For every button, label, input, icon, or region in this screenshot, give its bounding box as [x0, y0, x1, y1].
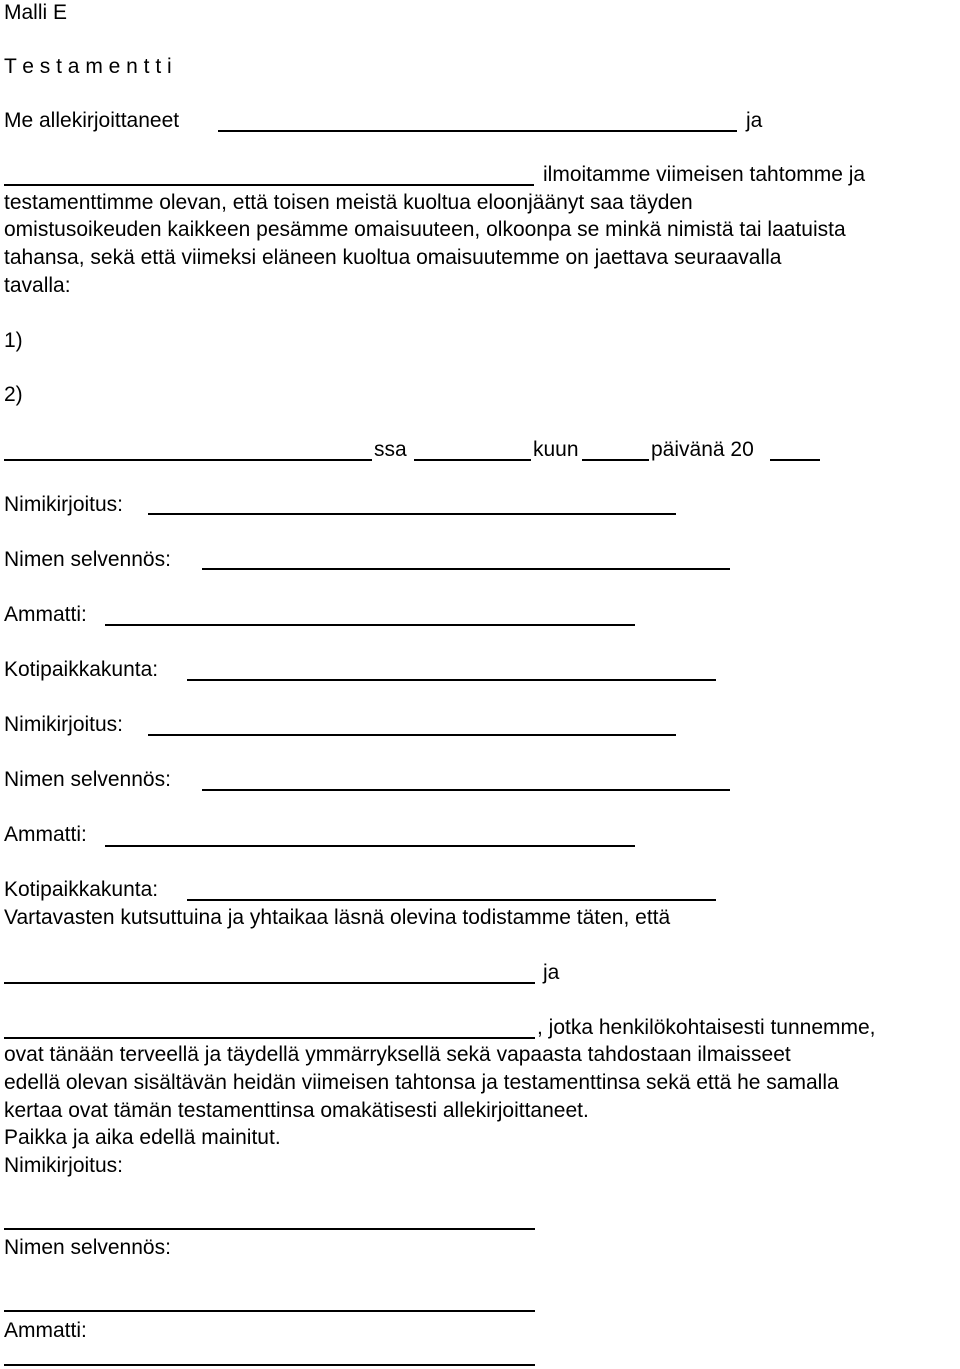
- document-title: T e s t a m e n t t i: [4, 55, 172, 78]
- testator-1-line[interactable]: [218, 130, 737, 132]
- signer-1-profession-label: Ammatti:: [4, 603, 87, 626]
- intro-line-6: tavalla:: [4, 274, 71, 297]
- witness-line-3-tail: , jotka henkilökohtaisesti tunnemme,: [537, 1016, 876, 1039]
- signer-1-signature-label: Nimikirjoitus:: [4, 493, 124, 516]
- item-1: 1): [4, 329, 23, 352]
- witness-profession-line[interactable]: [4, 1364, 535, 1366]
- witness-and: ja: [543, 961, 560, 984]
- signer-1-municipality-line[interactable]: [187, 679, 716, 681]
- testator-2-line[interactable]: [4, 184, 534, 186]
- witness-testator-2-line[interactable]: [4, 1037, 535, 1039]
- date-paivana: päivänä 20: [651, 438, 754, 461]
- date-ssa: ssa: [374, 438, 407, 461]
- intro-line-5: tahansa, sekä että viimeksi eläneen kuoltua omaisuutemme on jaettava seuraavalla: [4, 246, 782, 269]
- signer-2-signature-line[interactable]: [148, 734, 676, 736]
- signer-1-municipality-label: Kotipaikkakunta:: [4, 658, 159, 681]
- witness-signature-line[interactable]: [4, 1228, 535, 1230]
- signer-2-profession-label: Ammatti:: [4, 823, 87, 846]
- signer-2-municipality-line[interactable]: [187, 899, 716, 901]
- witness-signature-label: Nimikirjoitus:: [4, 1154, 124, 1177]
- signer-1-profession-line[interactable]: [105, 624, 635, 626]
- document-label: Malli E: [4, 1, 68, 24]
- witness-line-5: edellä olevan sisältävän heidän viimeisen tahtonsa ja testamenttinsa sekä että he samalla: [4, 1071, 839, 1094]
- signer-1-name-line[interactable]: [202, 568, 730, 570]
- witness-line-6: kertaa ovat tämän testamenttinsa omakätisesti allekirjoittaneet.: [4, 1099, 589, 1122]
- month-line[interactable]: [582, 459, 649, 461]
- intro-line-2-tail: ilmoitamme viimeisen tahtomme ja: [543, 163, 866, 186]
- signer-2-name-label: Nimen selvennös:: [4, 768, 171, 791]
- signer-2-signature-label: Nimikirjoitus:: [4, 713, 124, 736]
- witness-line-4: ovat tänään terveellä ja täydellä ymmärryksellä sekä vapaasta tahdostaan ilmaisseet: [4, 1043, 791, 1066]
- year-line[interactable]: [770, 459, 820, 461]
- intro-and: ja: [746, 109, 763, 132]
- witness-line-1: Vartavasten kutsuttuina ja yhtaikaa läsnä olevina todistamme täten, että: [4, 906, 671, 929]
- witness-name-line[interactable]: [4, 1310, 535, 1312]
- intro-line-4: omistusoikeuden kaikkeen pesämme omaisuuteen, olkoonpa se minkä nimistä tai laatuista: [4, 218, 846, 241]
- witness-testator-1-line[interactable]: [4, 982, 535, 984]
- signer-1-signature-line[interactable]: [148, 513, 676, 515]
- date-kuun: kuun: [533, 438, 579, 461]
- intro-lead: Me allekirjoittaneet: [4, 109, 180, 132]
- signer-2-profession-line[interactable]: [105, 845, 635, 847]
- signer-1-name-label: Nimen selvennös:: [4, 548, 171, 571]
- signer-2-municipality-label: Kotipaikkakunta:: [4, 878, 159, 901]
- witness-name-label: Nimen selvennös:: [4, 1236, 171, 1259]
- witness-profession-label: Ammatti:: [4, 1319, 87, 1342]
- intro-line-3: testamenttimme olevan, että toisen meistä kuoltua eloonjäänyt saa täyden: [4, 191, 693, 214]
- signer-2-name-line[interactable]: [202, 789, 730, 791]
- day-line[interactable]: [414, 459, 531, 461]
- witness-line-7: Paikka ja aika edellä mainitut.: [4, 1126, 281, 1149]
- place-line[interactable]: [4, 459, 372, 461]
- item-2: 2): [4, 383, 23, 406]
